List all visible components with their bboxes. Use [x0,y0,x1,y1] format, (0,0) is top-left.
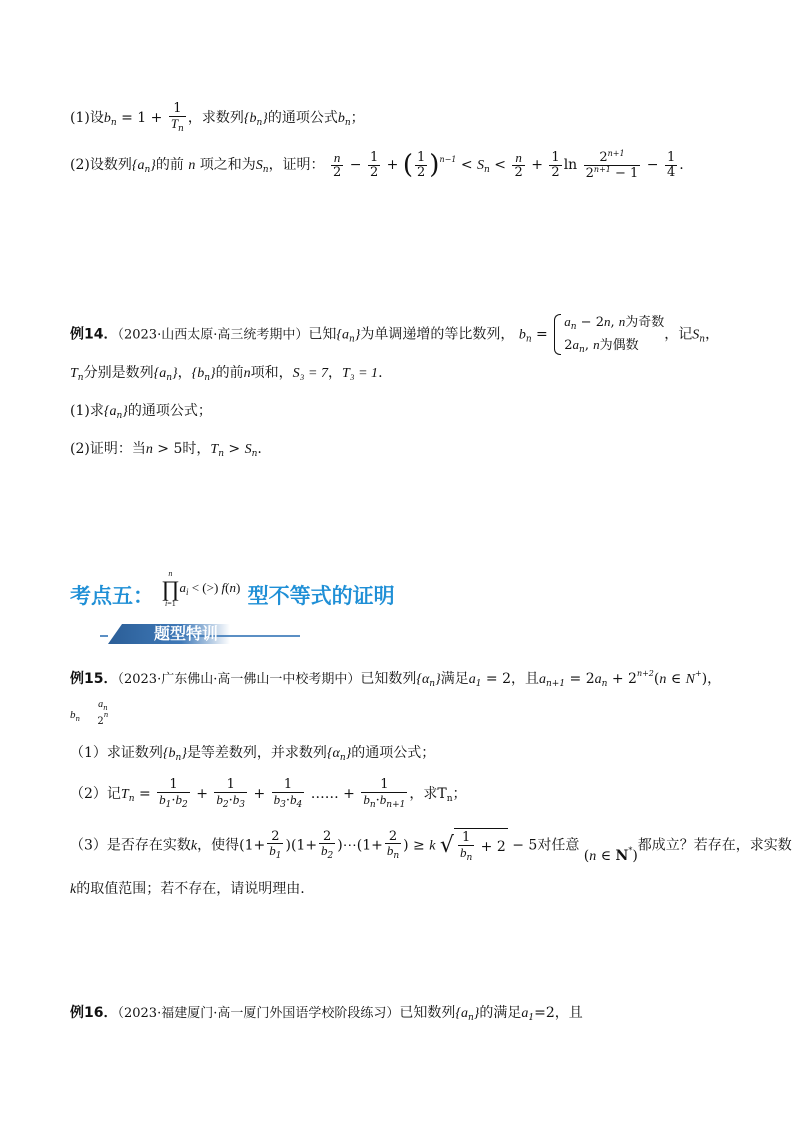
text: (2)证明：当 [70,441,146,457]
text: ， [177,365,192,381]
text: ； [452,786,467,803]
example-15-bn-def: $b_n$ $a_n$ 2$^n$ [70,699,109,728]
example-label: 例15． [70,671,118,687]
example-14-line-2: $T_n$分别是数列$\{a_n\}$，$\{b_n\}$的前n项和，S₃ = 7，T₃ = 1. [70,365,383,383]
text: 的取值范围；若不存在，请说明理由. [76,881,305,897]
text: ，求数列 [187,110,244,127]
text: 的通项公式 [267,110,338,127]
text: (1)设 [70,110,104,127]
text: 的前 [215,365,244,381]
text: ； [350,110,365,127]
text: 已知 [308,326,337,343]
example-15-q3: （3）是否存在实数k，使得(1+ $\frac{2}{b_1}$ )(1+ $\frac{2}{b_2}$ )⋯(1+ $\frac{2}{b_n}$ ) ≥ k √ $\frac{1}{b_n}$ + 2 − 5对任意 (n ∈ N*)都成立？若存在，求实数 [70,828,792,864]
text: 为奇数 [625,315,665,330]
text: 的前 [155,157,184,174]
text: 项之和为 [199,157,256,174]
product-formula: n ∏ i=1 $a_i$ < (>) f(n) [161,569,241,608]
example-source: （2023·福建厦门·高一厦门外国语学校阶段练习） [117,1006,400,1021]
text: （2）记 [70,786,121,803]
text: (1)求 [70,403,104,419]
text: 都成立？若存在，求实数 [637,837,792,854]
fraction: $\frac{1}{T_n}$ [170,101,184,134]
text: （1）求证数列 [70,745,163,761]
piecewise-definition: $a_n - 2n$, n为奇数 $2a_n$, n为偶数 [552,312,664,357]
text: ，证明： [268,157,325,174]
text: 的通项公式； [351,745,436,761]
example-14-line-1: 例14．（2023·山西太原·高三统考期中）已知$\{a_n\}$为单调递增的等比数列， $b_n$ = $a_n - 2n$, n为奇数 $2a_n$, n为偶数 ，记$S_n$， [70,312,719,357]
text: 型不等式的证明 [247,584,395,608]
text: 是等差数列，并求数列 [186,745,327,761]
text: 项和， [250,365,293,381]
text: 的满足 [479,1005,522,1021]
example-15-q2: （2）记$T_n$ = $\frac{1}{b_1\cdot b_2}$ + $\frac{1}{b_2\cdot b_3}$ + $\frac{1}{b_3\cdot b_4}$ …… + $\frac{1}{b_n\cdot b_{n+1}}$ ，求$T_n$； [70,777,467,810]
text: 考点五： [70,584,154,608]
text: . [257,441,262,457]
text: 时， [182,441,211,457]
text: 为偶数 [599,337,639,353]
example-15-line-1: 例15．（2023·广东佛山·高一佛山一中校考期中）已知数列$\{\alpha_n\}$满足$a_1 = 2$，且$a_{n+1} = 2a_n + 2^{n+2}(n$ ∈ N+)， [70,669,722,689]
text: T [437,786,447,803]
text: 的通项公式； [127,403,212,419]
text: . [679,157,684,174]
text: n [446,794,453,805]
text: ， [705,326,720,343]
example-15-q3-cont: k的取值范围；若不存在，请说明理由. [70,881,305,897]
text: 已知数列 [360,671,417,687]
example-16-line-1: 例16．（2023·福建厦门·高一厦门外国语学校阶段练习）已知数列$\{a_n\}$的满足$a_1=2$，且 [70,1005,583,1023]
text: 对任意 [537,837,580,854]
text: ，且 [554,1005,583,1021]
text: ，记 [664,326,693,343]
text: （3）是否存在实数 [70,837,191,854]
example-source: （2023·山西太原·高三统考期中） [117,327,309,343]
example-label: 例14． [70,326,118,343]
text: (2)设数列 [70,157,132,174]
section-title [70,569,395,616]
example-14-q2: (2)证明：当n > 5时，$T_n > S_n$. [70,441,262,459]
text: S₃ = 7 [292,366,328,381]
text: T₃ = 1 [341,366,379,381]
problem-part-1: (1)设$b_n = 1$ + $\frac{1}{T_n}$ ，求数列$\{b_n\}$的通项公式$b_n$； [70,101,365,134]
example-label: 例16． [70,1005,118,1021]
text: 题型特训 [108,624,230,644]
text: ，且 [510,671,539,687]
example-15-q1: （1）求证数列$\{b_n\}$是等差数列，并求数列$\{\alpha_n\}$的通项公式； [70,745,436,763]
text: 已知数列 [399,1005,456,1021]
example-14-q1: (1)求$\{a_n\}$的通项公式； [70,403,212,421]
example-source: （2023·广东佛山·高一佛山一中校考期中） [117,672,361,687]
problem-part-2: (2)设数列$\{a_n\}$的前 n 项之和为$S_n$，证明： $\frac{n}{2}$ − $\frac{1}{2}$ + ( $\frac{1}{2}$ )$^{n-1} < S_n$ < $\frac{n}{2}$ + $\frac{1}{2}$ ln $\frac{2^{n+1}}{2^{n+1} - 1}$ − $\frac{1}{4}$ . [70,149,684,181]
banner [100,624,300,650]
text: 分别是数列 [83,365,154,381]
text: ， [707,671,722,687]
text: 满足 [440,671,469,687]
text: 为单调递增的等比数列， [360,326,515,343]
text: ，求 [409,786,438,803]
text: ，使得 [197,837,240,854]
